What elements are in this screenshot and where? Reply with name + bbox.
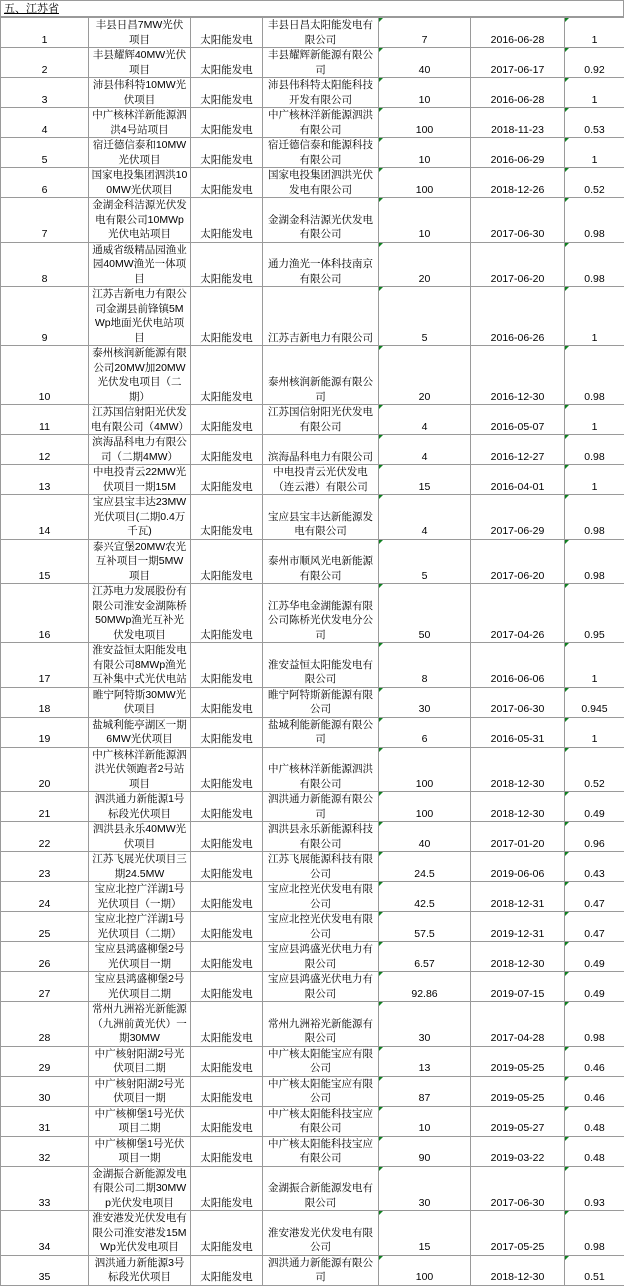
cell-name[interactable]: 通威省级精品园渔业园40MW渔光一体项目: [89, 242, 191, 287]
cell-type[interactable]: 太阳能发电: [191, 18, 263, 48]
cell-name[interactable]: 泗洪通力新能源3号标段光伏项目: [89, 1255, 191, 1285]
cell-idx[interactable]: 31: [1, 1106, 89, 1136]
cell-name[interactable]: 滨海晶科电力有限公司（二期4MW）: [89, 435, 191, 465]
cell-date[interactable]: 2016-05-31: [471, 717, 565, 747]
cell-idx[interactable]: 33: [1, 1166, 89, 1211]
cell-type[interactable]: 太阳能发电: [191, 495, 263, 540]
cell-cap[interactable]: 10: [379, 138, 471, 168]
cell-date[interactable]: 2016-06-28: [471, 18, 565, 48]
cell-owner[interactable]: 中广核太阳能科技宝应有限公司: [263, 1136, 379, 1166]
cell-date[interactable]: 2017-06-30: [471, 687, 565, 717]
cell-date[interactable]: 2017-06-30: [471, 198, 565, 243]
cell-cap[interactable]: 87: [379, 1076, 471, 1106]
table-row[interactable]: [1, 1211, 624, 1256]
cell-idx[interactable]: 9: [1, 287, 89, 346]
table-row[interactable]: [1, 584, 624, 643]
cell-date[interactable]: 2019-12-31: [471, 912, 565, 942]
cell-idx[interactable]: 35: [1, 1255, 89, 1285]
cell-owner[interactable]: 盐城利能新能源有限公司: [263, 717, 379, 747]
table-row[interactable]: [1, 198, 624, 243]
cell-cap[interactable]: 4: [379, 405, 471, 435]
cell-ratio[interactable]: 0.95: [565, 584, 624, 643]
cell-owner[interactable]: 淮安港发光伏发电有限公司: [263, 1211, 379, 1256]
table-row[interactable]: [1, 18, 624, 48]
cell-ratio[interactable]: 0.98: [565, 495, 624, 540]
table-row[interactable]: [1, 108, 624, 138]
cell-ratio[interactable]: 0.96: [565, 822, 624, 852]
table-row[interactable]: [1, 539, 624, 584]
cell-name[interactable]: 江苏吉新电力有限公司金湖县前锋镇5MWp地面光伏电站项目: [89, 287, 191, 346]
cell-owner[interactable]: 宝应北控光伏发电有限公司: [263, 912, 379, 942]
cell-cap[interactable]: 100: [379, 168, 471, 198]
cell-ratio[interactable]: 0.48: [565, 1106, 624, 1136]
cell-name[interactable]: 金湖金科洁源光伏发电有限公司10MWp光伏电站项目: [89, 198, 191, 243]
cell-owner[interactable]: 通力渔光一体科技南京有限公司: [263, 242, 379, 287]
cell-owner[interactable]: 宝应县宝丰达新能源发电有限公司: [263, 495, 379, 540]
table-row[interactable]: [1, 48, 624, 78]
cell-owner[interactable]: 金湖振合新能源发电有限公司: [263, 1166, 379, 1211]
cell-name[interactable]: 宝应北控广洋湖1号光伏项目（一期）: [89, 882, 191, 912]
cell-name[interactable]: 中广核射阳湖2号光伏项目一期: [89, 1076, 191, 1106]
cell-name[interactable]: 丰县耀辉40MW光伏项目: [89, 48, 191, 78]
cell-type[interactable]: 太阳能发电: [191, 1136, 263, 1166]
cell-idx[interactable]: 30: [1, 1076, 89, 1106]
cell-ratio[interactable]: 0.46: [565, 1076, 624, 1106]
table-row[interactable]: [1, 972, 624, 1002]
cell-name[interactable]: 泗洪通力新能源1号标段光伏项目: [89, 792, 191, 822]
cell-ratio[interactable]: 1: [565, 465, 624, 495]
cell-cap[interactable]: 10: [379, 78, 471, 108]
cell-name[interactable]: 中电投青云22MW光伏项目一期15M: [89, 465, 191, 495]
cell-idx[interactable]: 18: [1, 687, 89, 717]
cell-owner[interactable]: 中广核太阳能宝应有限公司: [263, 1076, 379, 1106]
cell-date[interactable]: 2016-05-07: [471, 405, 565, 435]
cell-idx[interactable]: 29: [1, 1046, 89, 1076]
table-row[interactable]: [1, 822, 624, 852]
cell-owner[interactable]: 中广核太阳能宝应有限公司: [263, 1046, 379, 1076]
cell-idx[interactable]: 20: [1, 747, 89, 792]
table-row[interactable]: [1, 643, 624, 688]
cell-cap[interactable]: 20: [379, 346, 471, 405]
cell-ratio[interactable]: 0.92: [565, 48, 624, 78]
cell-idx[interactable]: 24: [1, 882, 89, 912]
cell-name[interactable]: 泰州核润新能源有限公司20MW加20MW光伏发电项目（二期）: [89, 346, 191, 405]
cell-cap[interactable]: 8: [379, 643, 471, 688]
cell-name[interactable]: 中广核射阳湖2号光伏项目二期: [89, 1046, 191, 1076]
cell-date[interactable]: 2019-05-27: [471, 1106, 565, 1136]
cell-idx[interactable]: 32: [1, 1136, 89, 1166]
cell-name[interactable]: 泗洪县永乐40MW光伏项目: [89, 822, 191, 852]
cell-cap[interactable]: 10: [379, 1106, 471, 1136]
cell-name[interactable]: 宿迁德信泰和10MW光伏项目: [89, 138, 191, 168]
cell-name[interactable]: 中广核林洋新能源泗洪4号站项目: [89, 108, 191, 138]
cell-cap[interactable]: 42.5: [379, 882, 471, 912]
cell-idx[interactable]: 25: [1, 912, 89, 942]
cell-cap[interactable]: 6.57: [379, 942, 471, 972]
cell-idx[interactable]: 12: [1, 435, 89, 465]
cell-type[interactable]: 太阳能发电: [191, 198, 263, 243]
cell-type[interactable]: 太阳能发电: [191, 138, 263, 168]
cell-name[interactable]: 沛县伟科特10MW光伏项目: [89, 78, 191, 108]
cell-owner[interactable]: 泗洪通力新能源有限公司: [263, 1255, 379, 1285]
cell-idx[interactable]: 28: [1, 1002, 89, 1047]
table-row[interactable]: [1, 942, 624, 972]
cell-name[interactable]: 宝应县鸿盛柳堡2号光伏项目一期: [89, 942, 191, 972]
cell-owner[interactable]: 江苏飞展能源科技有限公司: [263, 852, 379, 882]
cell-idx[interactable]: 4: [1, 108, 89, 138]
cell-owner[interactable]: 淮安益恒太阳能发电有限公司: [263, 643, 379, 688]
cell-owner[interactable]: 常州九洲裕光新能源有限公司: [263, 1002, 379, 1047]
cell-ratio[interactable]: 0.98: [565, 435, 624, 465]
cell-cap[interactable]: 30: [379, 1166, 471, 1211]
cell-owner[interactable]: 丰县耀辉新能源有限公司: [263, 48, 379, 78]
cell-date[interactable]: 2017-04-28: [471, 1002, 565, 1047]
cell-date[interactable]: 2017-06-30: [471, 1166, 565, 1211]
cell-type[interactable]: 太阳能发电: [191, 852, 263, 882]
cell-cap[interactable]: 57.5: [379, 912, 471, 942]
cell-type[interactable]: 太阳能发电: [191, 287, 263, 346]
table-row[interactable]: [1, 1106, 624, 1136]
cell-owner[interactable]: 国家电投集团泗洪光伏发电有限公司: [263, 168, 379, 198]
cell-cap[interactable]: 4: [379, 495, 471, 540]
table-row[interactable]: [1, 717, 624, 747]
cell-owner[interactable]: 中广核太阳能科技宝应有限公司: [263, 1106, 379, 1136]
cell-cap[interactable]: 100: [379, 1255, 471, 1285]
cell-cap[interactable]: 40: [379, 822, 471, 852]
table-row[interactable]: [1, 495, 624, 540]
cell-ratio[interactable]: 1: [565, 717, 624, 747]
cell-owner[interactable]: 宝应县鸿盛光伏电力有限公司: [263, 972, 379, 1002]
cell-type[interactable]: 太阳能发电: [191, 942, 263, 972]
cell-name[interactable]: 淮安益恒太阳能发电有限公司8MWp渔光互补集中式光伏电站: [89, 643, 191, 688]
table-row[interactable]: [1, 792, 624, 822]
cell-ratio[interactable]: 1: [565, 138, 624, 168]
cell-ratio[interactable]: 0.98: [565, 1211, 624, 1256]
cell-ratio[interactable]: 0.52: [565, 747, 624, 792]
cell-date[interactable]: 2016-12-30: [471, 346, 565, 405]
cell-ratio[interactable]: 0.98: [565, 242, 624, 287]
cell-type[interactable]: 太阳能发电: [191, 912, 263, 942]
cell-type[interactable]: 太阳能发电: [191, 1046, 263, 1076]
cell-idx[interactable]: 8: [1, 242, 89, 287]
cell-cap[interactable]: 30: [379, 1002, 471, 1047]
cell-type[interactable]: 太阳能发电: [191, 78, 263, 108]
cell-name[interactable]: 江苏飞展光伏项目三期24.5MW: [89, 852, 191, 882]
cell-ratio[interactable]: 0.98: [565, 198, 624, 243]
cell-date[interactable]: 2017-06-20: [471, 539, 565, 584]
cell-date[interactable]: 2017-06-29: [471, 495, 565, 540]
table-row[interactable]: [1, 78, 624, 108]
cell-ratio[interactable]: 0.945: [565, 687, 624, 717]
table-row[interactable]: [1, 405, 624, 435]
cell-name[interactable]: 宝应县宝丰达23MW光伏项目(二期0.4万千瓦): [89, 495, 191, 540]
cell-type[interactable]: 太阳能发电: [191, 405, 263, 435]
cell-idx[interactable]: 21: [1, 792, 89, 822]
cell-owner[interactable]: 江苏华电金湖能源有限公司陈桥光伏发电分公司: [263, 584, 379, 643]
cell-idx[interactable]: 14: [1, 495, 89, 540]
cell-ratio[interactable]: 0.49: [565, 942, 624, 972]
table-row[interactable]: [1, 1002, 624, 1047]
project-table: [0, 17, 624, 1286]
table-row[interactable]: [1, 912, 624, 942]
cell-type[interactable]: 太阳能发电: [191, 168, 263, 198]
cell-ratio[interactable]: 0.43: [565, 852, 624, 882]
cell-idx[interactable]: 19: [1, 717, 89, 747]
cell-owner[interactable]: 泗洪县永乐新能源科技有限公司: [263, 822, 379, 852]
cell-date[interactable]: 2019-07-15: [471, 972, 565, 1002]
table-row[interactable]: [1, 882, 624, 912]
cell-type[interactable]: 太阳能发电: [191, 465, 263, 495]
table-row[interactable]: [1, 465, 624, 495]
cell-date[interactable]: 2019-05-25: [471, 1046, 565, 1076]
cell-type[interactable]: 太阳能发电: [191, 972, 263, 1002]
cell-name[interactable]: 盐城利能亭湖区一期6MW光伏项目: [89, 717, 191, 747]
cell-date[interactable]: 2017-04-26: [471, 584, 565, 643]
cell-idx[interactable]: 16: [1, 584, 89, 643]
cell-type[interactable]: 太阳能发电: [191, 1076, 263, 1106]
cell-type[interactable]: 太阳能发电: [191, 1002, 263, 1047]
cell-idx[interactable]: 5: [1, 138, 89, 168]
cell-name[interactable]: 泰兴宣堡20MW农光互补项目一期5MW项目: [89, 539, 191, 584]
cell-idx[interactable]: 6: [1, 168, 89, 198]
cell-date[interactable]: 2016-06-06: [471, 643, 565, 688]
section-title: 五、江苏省: [4, 3, 59, 15]
cell-type[interactable]: 太阳能发电: [191, 435, 263, 465]
cell-date[interactable]: 2018-12-30: [471, 1255, 565, 1285]
cell-ratio[interactable]: 0.98: [565, 346, 624, 405]
cell-idx[interactable]: 23: [1, 852, 89, 882]
table-row[interactable]: [1, 1255, 624, 1285]
cell-cap[interactable]: 5: [379, 287, 471, 346]
cell-cap[interactable]: 20: [379, 242, 471, 287]
cell-cap[interactable]: 10: [379, 198, 471, 243]
cell-cap[interactable]: 90: [379, 1136, 471, 1166]
cell-type[interactable]: 太阳能发电: [191, 108, 263, 138]
cell-idx[interactable]: 10: [1, 346, 89, 405]
cell-name[interactable]: 金湖振合新能源发电有限公司二期30MWp光伏发电项目: [89, 1166, 191, 1211]
cell-idx[interactable]: 26: [1, 942, 89, 972]
cell-idx[interactable]: 34: [1, 1211, 89, 1256]
cell-cap[interactable]: 4: [379, 435, 471, 465]
cell-ratio[interactable]: 1: [565, 405, 624, 435]
cell-ratio[interactable]: 0.98: [565, 539, 624, 584]
cell-cap[interactable]: 100: [379, 792, 471, 822]
cell-name[interactable]: 常州九洲裕光新能源（九洲前黄光伏）一期30MW: [89, 1002, 191, 1047]
table-row[interactable]: [1, 747, 624, 792]
cell-ratio[interactable]: 0.49: [565, 972, 624, 1002]
cell-ratio[interactable]: 1: [565, 287, 624, 346]
cell-type[interactable]: 太阳能发电: [191, 882, 263, 912]
cell-type[interactable]: 太阳能发电: [191, 687, 263, 717]
cell-name[interactable]: 国家电投集团泗洪100MW光伏项目: [89, 168, 191, 198]
cell-owner[interactable]: 中广核林洋新能源泗洪有限公司: [263, 747, 379, 792]
cell-type[interactable]: 太阳能发电: [191, 792, 263, 822]
cell-date[interactable]: 2018-12-30: [471, 747, 565, 792]
cell-owner[interactable]: 中广核林洋新能源泗洪有限公司: [263, 108, 379, 138]
cell-date[interactable]: 2019-03-22: [471, 1136, 565, 1166]
cell-cap[interactable]: 7: [379, 18, 471, 48]
cell-type[interactable]: 太阳能发电: [191, 1255, 263, 1285]
cell-idx[interactable]: 22: [1, 822, 89, 852]
cell-name[interactable]: 江苏电力发展股份有限公司淮安金湖陈桥50MWp渔光互补光伏发电项目: [89, 584, 191, 643]
cell-date[interactable]: 2019-05-25: [471, 1076, 565, 1106]
cell-ratio[interactable]: 1: [565, 18, 624, 48]
cell-date[interactable]: 2016-12-27: [471, 435, 565, 465]
cell-cap[interactable]: 100: [379, 747, 471, 792]
cell-name[interactable]: 宝应北控广洋湖1号光伏项目（二期）: [89, 912, 191, 942]
table-row[interactable]: [1, 435, 624, 465]
cell-idx[interactable]: 3: [1, 78, 89, 108]
cell-idx[interactable]: 1: [1, 18, 89, 48]
cell-type[interactable]: 太阳能发电: [191, 242, 263, 287]
cell-date[interactable]: 2018-12-30: [471, 792, 565, 822]
cell-cap[interactable]: 15: [379, 1211, 471, 1256]
cell-date[interactable]: 2018-12-26: [471, 168, 565, 198]
cell-date[interactable]: 2017-06-20: [471, 242, 565, 287]
cell-owner[interactable]: 滨海晶科电力有限公司: [263, 435, 379, 465]
cell-owner[interactable]: 沛县伟科特太阳能科技开发有限公司: [263, 78, 379, 108]
cell-type[interactable]: 太阳能发电: [191, 48, 263, 78]
cell-owner[interactable]: 中电投青云光伏发电（连云港）有限公司: [263, 465, 379, 495]
table-row[interactable]: [1, 138, 624, 168]
cell-name[interactable]: 中广核柳堡1号光伏项目二期: [89, 1106, 191, 1136]
cell-type[interactable]: 太阳能发电: [191, 1211, 263, 1256]
cell-ratio[interactable]: 0.51: [565, 1255, 624, 1285]
cell-idx[interactable]: 15: [1, 539, 89, 584]
cell-type[interactable]: 太阳能发电: [191, 643, 263, 688]
cell-name[interactable]: 中广核林洋新能源泗洪光伏领跑者2号站项目: [89, 747, 191, 792]
cell-type[interactable]: 太阳能发电: [191, 1166, 263, 1211]
cell-name[interactable]: 中广核柳堡1号光伏项目一期: [89, 1136, 191, 1166]
cell-date[interactable]: 2018-12-31: [471, 882, 565, 912]
table-row[interactable]: [1, 168, 624, 198]
table-row[interactable]: [1, 242, 624, 287]
cell-type[interactable]: 太阳能发电: [191, 539, 263, 584]
cell-cap[interactable]: 13: [379, 1046, 471, 1076]
cell-cap[interactable]: 5: [379, 539, 471, 584]
cell-cap[interactable]: 100: [379, 108, 471, 138]
section-header-row: [0, 0, 624, 17]
cell-owner[interactable]: 宿迁德信泰和能源科技有限公司: [263, 138, 379, 168]
cell-cap[interactable]: 30: [379, 687, 471, 717]
cell-date[interactable]: 2016-04-01: [471, 465, 565, 495]
cell-date[interactable]: 2018-12-30: [471, 942, 565, 972]
cell-cap[interactable]: 15: [379, 465, 471, 495]
cell-ratio[interactable]: 0.47: [565, 882, 624, 912]
table-row[interactable]: [1, 1046, 624, 1076]
cell-owner[interactable]: 金湖金科洁源光伏发电有限公司: [263, 198, 379, 243]
table-row[interactable]: [1, 852, 624, 882]
cell-idx[interactable]: 17: [1, 643, 89, 688]
cell-type[interactable]: 太阳能发电: [191, 822, 263, 852]
cell-ratio[interactable]: 1: [565, 78, 624, 108]
cell-type[interactable]: 太阳能发电: [191, 1106, 263, 1136]
cell-idx[interactable]: 27: [1, 972, 89, 1002]
cell-idx[interactable]: 13: [1, 465, 89, 495]
cell-idx[interactable]: 2: [1, 48, 89, 78]
cell-date[interactable]: 2017-01-20: [471, 822, 565, 852]
cell-owner[interactable]: 泰州市顺风光电新能源有限公司: [263, 539, 379, 584]
cell-date[interactable]: 2017-06-17: [471, 48, 565, 78]
cell-ratio[interactable]: 0.49: [565, 792, 624, 822]
cell-ratio[interactable]: 1: [565, 643, 624, 688]
cell-owner[interactable]: 泰州核润新能源有限公司: [263, 346, 379, 405]
cell-date[interactable]: 2017-05-25: [471, 1211, 565, 1256]
cell-date[interactable]: 2019-06-06: [471, 852, 565, 882]
cell-cap[interactable]: 6: [379, 717, 471, 747]
cell-name[interactable]: 宝应县鸿盛柳堡2号光伏项目二期: [89, 972, 191, 1002]
cell-idx[interactable]: 11: [1, 405, 89, 435]
cell-date[interactable]: 2016-06-29: [471, 138, 565, 168]
cell-name[interactable]: 江苏国信射阳光伏发电有限公司（4MW）: [89, 405, 191, 435]
cell-date[interactable]: 2016-06-26: [471, 287, 565, 346]
project-table-body: [1, 18, 624, 1286]
cell-type[interactable]: 太阳能发电: [191, 717, 263, 747]
cell-ratio[interactable]: 0.93: [565, 1166, 624, 1211]
cell-owner[interactable]: 丰县日昌太阳能发电有限公司: [263, 18, 379, 48]
cell-owner[interactable]: 宝应北控光伏发电有限公司: [263, 882, 379, 912]
cell-date[interactable]: 2018-11-23: [471, 108, 565, 138]
cell-owner[interactable]: 睢宁阿特斯新能源有限公司: [263, 687, 379, 717]
cell-name[interactable]: 淮安港发光伏发电有限公司淮安港发15MWp光伏发电项目: [89, 1211, 191, 1256]
table-row[interactable]: [1, 687, 624, 717]
cell-ratio[interactable]: 0.48: [565, 1136, 624, 1166]
cell-type[interactable]: 太阳能发电: [191, 747, 263, 792]
cell-cap[interactable]: 92.86: [379, 972, 471, 1002]
cell-cap[interactable]: 50: [379, 584, 471, 643]
table-row[interactable]: [1, 1136, 624, 1166]
cell-ratio[interactable]: 0.53: [565, 108, 624, 138]
cell-ratio[interactable]: 0.98: [565, 1002, 624, 1047]
cell-owner[interactable]: 江苏国信射阳光伏发电有限公司: [263, 405, 379, 435]
table-row[interactable]: [1, 346, 624, 405]
cell-ratio[interactable]: 0.47: [565, 912, 624, 942]
cell-name[interactable]: 丰县日昌7MW光伏项目: [89, 18, 191, 48]
table-row[interactable]: [1, 1166, 624, 1211]
table-row[interactable]: [1, 287, 624, 346]
cell-owner[interactable]: 宝应县鸿盛光伏电力有限公司: [263, 942, 379, 972]
cell-cap[interactable]: 40: [379, 48, 471, 78]
cell-type[interactable]: 太阳能发电: [191, 346, 263, 405]
cell-name[interactable]: 睢宁阿特斯30MW光伏项目: [89, 687, 191, 717]
cell-type[interactable]: 太阳能发电: [191, 584, 263, 643]
table-row[interactable]: [1, 1076, 624, 1106]
cell-owner[interactable]: 江苏吉新电力有限公司: [263, 287, 379, 346]
cell-ratio[interactable]: 0.46: [565, 1046, 624, 1076]
cell-idx[interactable]: 7: [1, 198, 89, 243]
cell-date[interactable]: 2016-06-28: [471, 78, 565, 108]
cell-ratio[interactable]: 0.52: [565, 168, 624, 198]
cell-owner[interactable]: 泗洪通力新能源有限公司: [263, 792, 379, 822]
cell-cap[interactable]: 24.5: [379, 852, 471, 882]
